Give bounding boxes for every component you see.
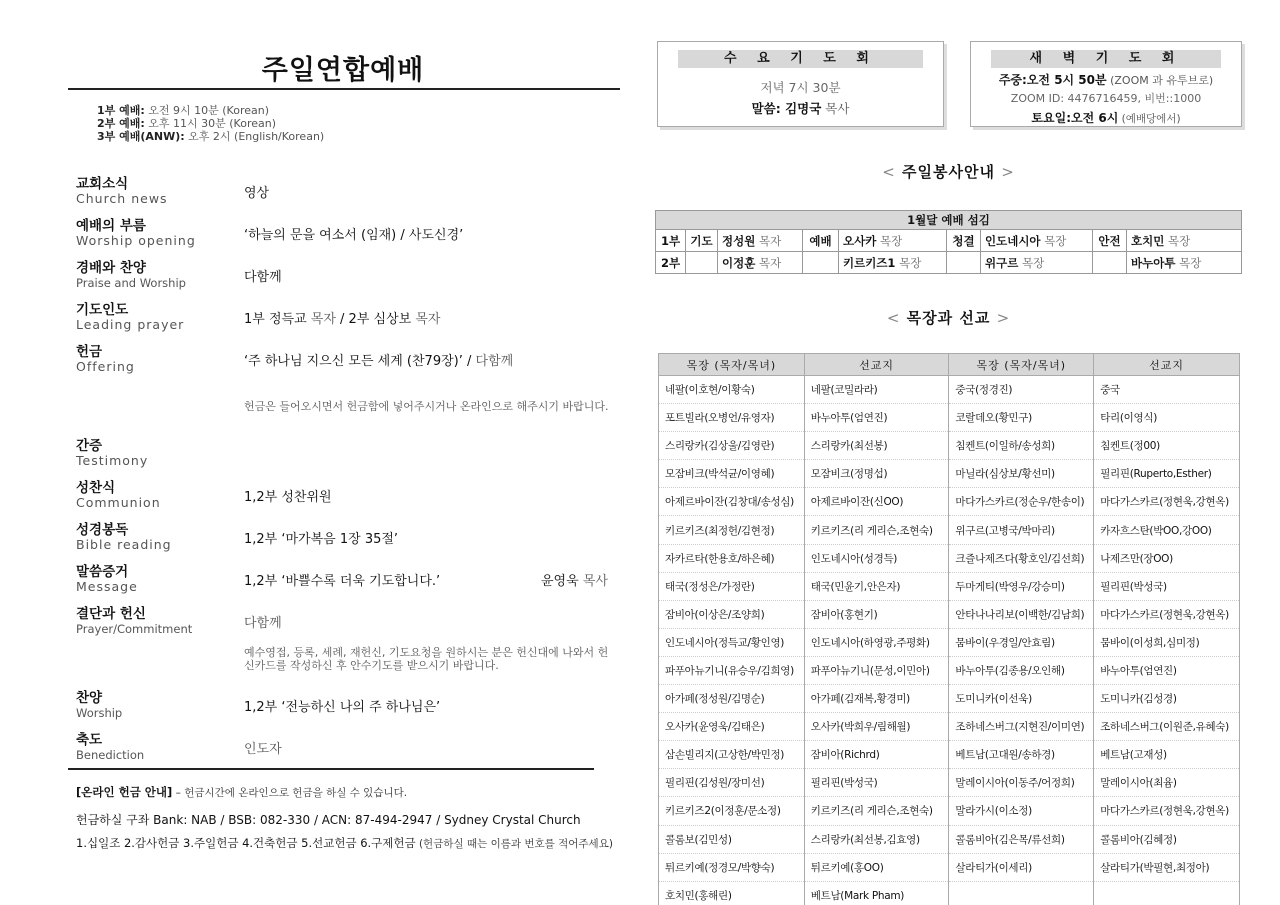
mission-field-cell: 필리핀(박성국)	[1094, 572, 1240, 600]
mokjang-cell: 침켄트(이일하/송성희)	[949, 432, 1094, 460]
duty-table-header: 1월달 예배 섬김	[656, 211, 1242, 230]
wednesday-prayer-title: 수 요 기 도 회	[678, 50, 923, 68]
mokjang-cell: 콜롬보(김민성)	[659, 825, 805, 853]
mokjang-cell: 바누아투(김종용/오인해)	[949, 656, 1094, 684]
mokjang-cell: 콜롬비아(김은목/류선희)	[949, 825, 1094, 853]
dawn-prayer-zoom: ZOOM ID: 4476716459, 비번::1000	[1010, 92, 1202, 105]
table-row	[659, 404, 1240, 432]
service-times	[97, 104, 324, 143]
mission-field-cell: 파푸아뉴기니(문성,이민아)	[804, 656, 949, 684]
order-item-church-news: 교회소식 Church news 영상	[76, 176, 270, 206]
mokjang-cell: 아제르바이잔(김창대/송성심)	[659, 488, 805, 516]
table-row	[659, 685, 1240, 713]
order-item-commitment: 결단과 헌신 Prayer/Commitment 다함께 예수영접, 등록, 세례, 재헌신, 기도요청을 원하시는 분은 헌신대에 나와서 헌신카드를 작성하신 후 안수기도를 받으시기 바랍니다.	[76, 606, 616, 636]
table-row	[659, 656, 1240, 684]
table-row	[659, 572, 1240, 600]
mokjang-cell: 자카르타(한용호/하은혜)	[659, 544, 805, 572]
mokjang-cell: 크즐나제즈다(황호인/김선희)	[949, 544, 1094, 572]
preacher: 윤영욱 목사	[541, 574, 608, 589]
mokjang-cell: 위구르(고병국/박마리)	[949, 516, 1094, 544]
duty-table	[655, 210, 1242, 274]
mokjang-cell: 두마게티(박영우/강승미)	[949, 572, 1094, 600]
mokjang-cell	[949, 881, 1094, 905]
mokjang-cell: 태국(정성은/가정란)	[659, 572, 805, 600]
mission-field-cell: 오사카(박희우/림해월)	[804, 713, 949, 741]
mokjang-cell: 베트남(고대원/송하경)	[949, 741, 1094, 769]
mokjang-cell: 포트빌라(오병언/유영자)	[659, 404, 805, 432]
table-row	[659, 825, 1240, 853]
commitment-note: 예수영접, 등록, 세례, 재헌신, 기도요청을 원하시는 분은 헌신대에 나와서 헌신카드를 작성하신 후 안수기도를 받으시기 바랍니다.	[244, 646, 609, 672]
dawn-prayer-box	[970, 41, 1242, 127]
mission-field-cell: 튀르키예(홍OO)	[804, 853, 949, 881]
mission-field-cell: 베트남(고재성)	[1094, 741, 1240, 769]
table-row	[659, 769, 1240, 797]
mission-field-cell: 말레이시아(최윰)	[1094, 769, 1240, 797]
mission-field-cell: 잠비아(Richrd)	[804, 741, 949, 769]
mission-field-cell: 키르키즈(리 게리슨,조현숙)	[804, 516, 949, 544]
mokjang-cell: 모잠비크(박석균/이영혜)	[659, 460, 805, 488]
mission-field-cell: 마다가스카르(정현욱,강현옥)	[1094, 797, 1240, 825]
mission-field-cell: 모잠비크(정명섭)	[804, 460, 949, 488]
missions-table-body	[659, 376, 1240, 905]
mission-field-cell: 베트남(Mark Pham)	[804, 881, 949, 905]
giving-bank-account: 헌금하실 구좌 Bank: NAB / BSB: 082-330 / ACN: 87-494-2947 / Sydney Crystal Church	[76, 813, 581, 827]
mission-field-cell: 마다가스카르(정현욱,강현옥)	[1094, 600, 1240, 628]
mokjang-cell: 필리핀(김성원/장미선)	[659, 769, 805, 797]
duty-row-2: 2부 이정훈 목자 키르키즈1 목장 위구르 목장 바누아투 목장	[656, 252, 1242, 274]
mission-field-cell: 콜롬비아(김혜정)	[1094, 825, 1240, 853]
title-divider	[68, 88, 620, 90]
mokjang-cell: 마닐라(심상보/황선미)	[949, 460, 1094, 488]
dawn-prayer-saturday: 토요일:오전 6시 (예배당에서)	[1031, 111, 1181, 125]
order-item-bible-reading: 성경봉독 Bible reading 1,2부 ‘마가복음 1장 35절’	[76, 522, 399, 552]
mokjang-cell: 튀르키예(정경모/박향숙)	[659, 853, 805, 881]
mission-field-cell: 필리핀(박성국)	[804, 769, 949, 797]
mission-field-cell: 스리랑카(최선봉,김효영)	[804, 825, 949, 853]
page-title: 주일연합예배	[261, 55, 425, 86]
mission-field-cell: 중국	[1094, 376, 1240, 404]
order-item-worship: 찬양 Worship 1,2부 ‘전능하신 나의 주 하나님은’	[76, 690, 441, 720]
table-row	[659, 460, 1240, 488]
mission-field-cell: 네팔(코밀라라)	[804, 376, 949, 404]
mission-field-cell: 살라티가(박필현,최정아)	[1094, 853, 1240, 881]
order-item-benediction: 축도 Benediction 인도자	[76, 732, 282, 762]
table-row	[659, 741, 1240, 769]
mission-field-cell: 바누아투(엄연진)	[1094, 656, 1240, 684]
mission-field-cell: 침켄트(정00)	[1094, 432, 1240, 460]
mission-field-cell: 바누아투(엄연진)	[804, 404, 949, 432]
mokjang-cell: 조하네스버그(지현진/이미연)	[949, 713, 1094, 741]
duty-section-title: < 주일봉사안내 >	[882, 163, 1015, 181]
mission-field-cell: 필리핀(Ruperto,Esther)	[1094, 460, 1240, 488]
mission-field-cell: 도미니카(김성경)	[1094, 685, 1240, 713]
order-item-communion: 성찬식 Communion 1,2부 성찬위원	[76, 480, 332, 510]
wednesday-prayer-box	[657, 41, 944, 127]
service-time-2: 2부 예배: 오후 11시 30분 (Korean)	[97, 117, 276, 130]
missions-section-title: < 목장과 선교 >	[886, 309, 1011, 327]
dawn-prayer-title: 새 벽 기 도 회	[991, 50, 1221, 68]
service-time-3: 3부 예배(ANW): 오후 2시 (English/Korean)	[97, 130, 325, 143]
mokjang-cell: 네팔(이호현/이황숙)	[659, 376, 805, 404]
mission-field-cell: 조하네스버그(이원준,유혜숙)	[1094, 713, 1240, 741]
mission-field-cell: 아가페(김재복,황경미)	[804, 685, 949, 713]
table-row	[659, 544, 1240, 572]
mokjang-cell: 스리랑카(김상울/김영란)	[659, 432, 805, 460]
mokjang-cell: 코랄데오(황민구)	[949, 404, 1094, 432]
missions-table	[658, 353, 1240, 905]
service-time-1: 1부 예배: 오전 9시 10분 (Korean)	[97, 104, 269, 117]
table-row	[659, 488, 1240, 516]
table-row	[659, 516, 1240, 544]
order-item-testimony: 간증 Testimony	[76, 438, 149, 468]
table-row	[659, 376, 1240, 404]
mokjang-cell: 말라가시(이소정)	[949, 797, 1094, 825]
giving-divider	[68, 768, 594, 770]
table-row	[659, 628, 1240, 656]
dawn-prayer-weekday: 주중:오전 5시 50분 (ZOOM 과 유투브로)	[998, 73, 1214, 87]
mission-field-cell: 인도네시아(하영광,주평화)	[804, 628, 949, 656]
mokjang-cell: 삼손빌리지(고상한/박민정)	[659, 741, 805, 769]
table-row	[659, 600, 1240, 628]
order-item-leading-prayer: 기도인도 Leading prayer 1부 정득교 목자 / 2부 심상보 목자	[76, 302, 441, 332]
table-row	[659, 797, 1240, 825]
giving-types: 1.십일조 2.감사헌금 3.주일헌금 4.건축헌금 5.선교헌금 6.구제헌금 (헌금하실 때는 이름과 번호를 적어주세요)	[76, 836, 613, 850]
mokjang-cell: 뭄바이(우경일/안효림)	[949, 628, 1094, 656]
mokjang-cell: 키르키즈2(이정훈/문소정)	[659, 797, 805, 825]
mokjang-cell: 마다가스카르(정순우/한송이)	[949, 488, 1094, 516]
mission-field-cell: 인도네시아(성경득)	[804, 544, 949, 572]
table-row	[659, 713, 1240, 741]
table-row	[659, 853, 1240, 881]
table-row	[659, 432, 1240, 460]
mokjang-cell: 도미니카(이선욱)	[949, 685, 1094, 713]
mission-field-cell: 타리(이영식)	[1094, 404, 1240, 432]
giving-title: [온라인 헌금 안내] – 헌금시간에 온라인으로 헌금을 하실 수 있습니다.	[76, 785, 408, 799]
mokjang-cell: 키르키즈(최정헌/김현정)	[659, 516, 805, 544]
offering-note: 헌금은 들어오시면서 헌금함에 넣어주시거나 온라인으로 해주시기 바랍니다.	[244, 400, 609, 413]
table-row	[659, 881, 1240, 905]
duty-row-1: 1부 기도 정성원 목자 예배 오사카 목장 청결 인도네시아 목장 안전 호치민 목장	[656, 230, 1242, 252]
mission-field-cell: 뭄바이(이성희,심미정)	[1094, 628, 1240, 656]
mission-field-cell: 마다가스카르(정현욱,강현옥)	[1094, 488, 1240, 516]
wednesday-prayer-time: 저녁 7시 30분	[760, 80, 841, 95]
mokjang-cell: 살라티가(이세리)	[949, 853, 1094, 881]
mokjang-cell: 인도네시아(정득교/황인영)	[659, 628, 805, 656]
mission-field-cell: 카자흐스탄(박OO,강OO)	[1094, 516, 1240, 544]
mokjang-cell: 아가페(정성원/김명순)	[659, 685, 805, 713]
mission-field-cell: 키르키즈(리 게리슨,조현숙)	[804, 797, 949, 825]
mission-field-cell	[1094, 881, 1240, 905]
mokjang-cell: 잠비아(이상은/조양희)	[659, 600, 805, 628]
missions-header-row: 목장 (목자/목녀) 선교지 목장 (목자/목녀) 선교지	[659, 354, 1240, 376]
order-item-praise: 경배와 찬양 Praise and Worship 다함께	[76, 260, 282, 290]
mokjang-cell: 호치민(홍해린)	[659, 881, 805, 905]
order-item-offering: 헌금 Offering ‘주 하나님 지으신 모든 세계 (찬79장)’ / 다함께 헌금은 들어오시면서 헌금함에 넣어주시거나 온라인으로 해주시기 바랍니다.	[76, 344, 616, 374]
mokjang-cell: 오사카(윤영욱/김태은)	[659, 713, 805, 741]
mission-field-cell: 스리랑카(최선봉)	[804, 432, 949, 460]
mission-field-cell: 태국(민윤기,안은자)	[804, 572, 949, 600]
wednesday-prayer-speaker: 말씀: 김명국 목사	[751, 101, 850, 116]
order-item-message: 말씀증거 Message 1,2부 ‘바쁠수록 더욱 기도합니다.’ 윤영욱 목사	[76, 564, 608, 594]
mission-field-cell: 잠비아(홍현기)	[804, 600, 949, 628]
mokjang-cell: 중국(정경진)	[949, 376, 1094, 404]
mokjang-cell: 말레이시아(이동주/어정희)	[949, 769, 1094, 797]
mokjang-cell: 파푸아뉴기니(유승우/김희영)	[659, 656, 805, 684]
mission-field-cell: 아제르바이잔(신OO)	[804, 488, 949, 516]
mokjang-cell: 안타나나리보(이백한/김남희)	[949, 600, 1094, 628]
order-item-worship-opening: 예배의 부름 Worship opening ‘하늘의 문을 여소서 (임재) / 사도신경’	[76, 218, 464, 248]
mission-field-cell: 나제즈만(장OO)	[1094, 544, 1240, 572]
